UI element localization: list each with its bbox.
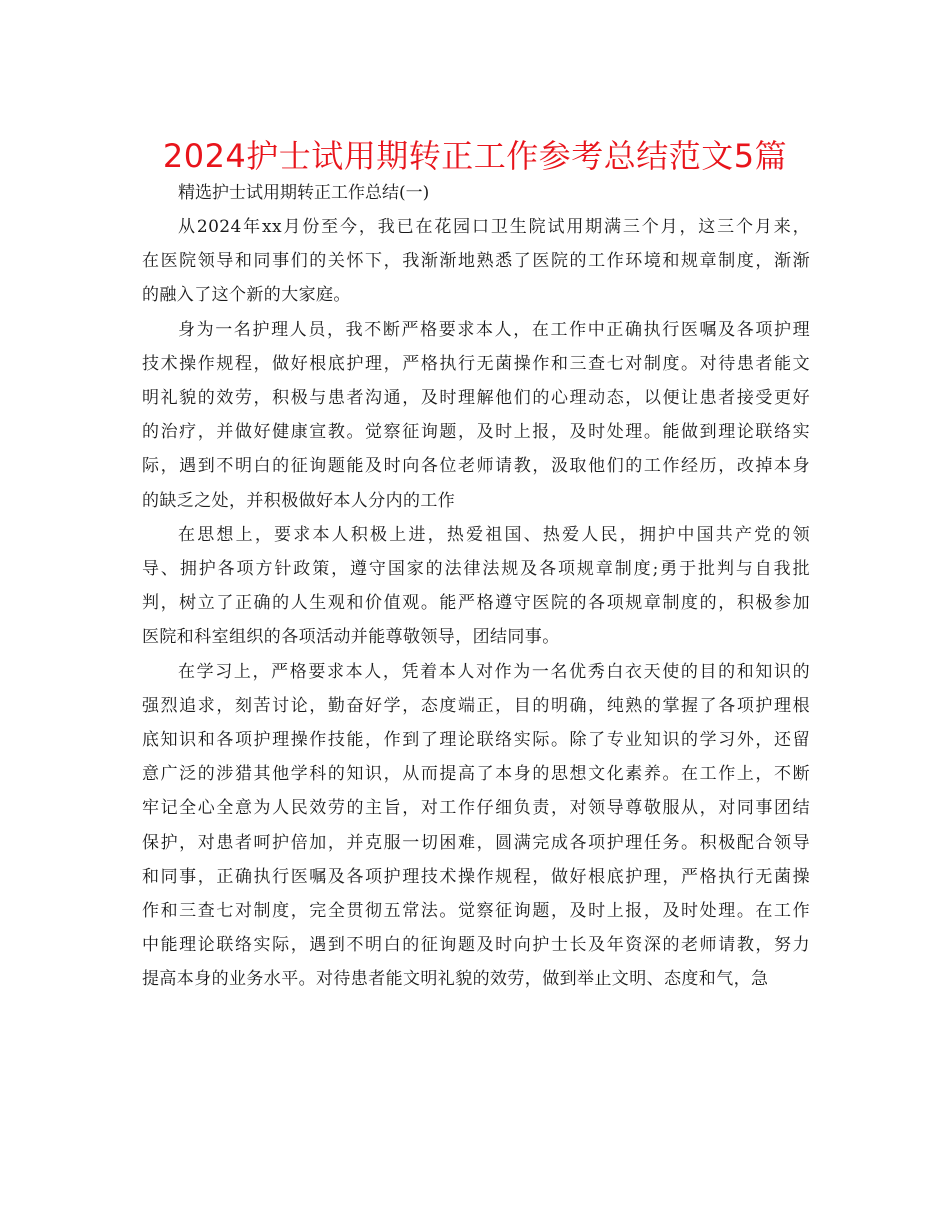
paragraph-line: 的缺乏之处，并积极做好本人分内的工作 — [142, 490, 456, 511]
paragraph-line: 从2024年xx月份至今，我已在花园口卫生院试用期满三个月，这三个月来， — [178, 217, 810, 237]
body-paragraph — [142, 655, 810, 997]
paragraph-line: 和同事，正确执行医嘱及各项护理技术操作规程，做好根底护理，严格执行无菌操 — [142, 866, 810, 887]
paragraph-line: 强烈追求，刻苦讨论，勤奋好学，态度端正，目的明确，纯熟的掌握了各项护理根 — [142, 695, 810, 716]
paragraph-list — [142, 210, 810, 997]
paragraph-line: 牢记全心全意为人民效劳的主旨，对工作仔细负责，对领导尊敬服从，对同事团结 — [142, 798, 810, 819]
paragraph-line: 的治疗，并做好健康宣教。觉察征询题，及时上报，及时处理。能做到理论联络实 — [142, 422, 810, 443]
paragraph-line: 意广泛的涉猎其他学科的知识，从而提高了本身的思想文化素养。在工作上，不断 — [142, 764, 810, 785]
paragraph-line: 身为一名护理人员，我不断严格要求本人，在工作中正确执行医嘱及各项护理 — [178, 319, 810, 340]
document-title: 2024护士试用期转正工作参考总结范文5篇 — [162, 137, 788, 175]
paragraph-line: 保护，对患者呵护倍加，并克服一切困难，圆满完成各项护理任务。积极配合领导 — [142, 832, 810, 853]
document-body — [142, 176, 810, 997]
body-paragraph — [142, 210, 810, 313]
paragraph-line: 导、拥护各项方针政策，遵守国家的法律法规及各项规章制度;勇于批判与自我批 — [142, 559, 810, 580]
paragraph-line: 医院和科室组织的各项活动并能尊敬领导，团结同事。 — [142, 627, 560, 648]
paragraph-line: 在思想上，要求本人积极上进，热爱祖国、热爱人民，拥护中国共产党的领 — [178, 524, 810, 545]
paragraph-line: 在医院领导和同事们的关怀下，我渐渐地熟悉了医院的工作环境和规章制度，渐渐 — [142, 251, 810, 272]
paragraph-line: 在学习上，严格要求本人，凭着本人对作为一名优秀白衣天使的目的和知识的 — [178, 661, 810, 682]
paragraph-line: 中能理论联络实际，遇到不明白的征询题及时向护士长及年资深的老师请教，努力 — [142, 935, 810, 956]
paragraph-line: 明礼貌的效劳，积极与患者沟通，及时理解他们的心理动态，以便让患者接受更好 — [142, 388, 810, 409]
paragraph-line: 提高本身的业务水平。对待患者能文明礼貌的效劳，做到举止文明、态度和气，急 — [142, 969, 769, 990]
paragraph-line: 作和三查七对制度，完全贯彻五常法。觉察征询题，及时上报，及时处理。在工作 — [142, 901, 810, 922]
body-paragraph — [142, 313, 810, 518]
paragraph-line: 底知识和各项护理操作技能，作到了理论联络实际。除了专业知识的学习外，还留 — [142, 730, 810, 751]
paragraph-line: 的融入了这个新的大家庭。 — [142, 285, 351, 306]
body-paragraph — [142, 518, 810, 655]
section-subheading: 精选护士试用期转正工作总结(一) — [178, 183, 430, 203]
paragraph-line: 际，遇到不明白的征询题能及时向各位老师请教，汲取他们的工作经历，改掉本身 — [142, 456, 810, 477]
paragraph-line: 技术操作规程，做好根底护理，严格执行无菌操作和三查七对制度。对待患者能文 — [142, 353, 810, 374]
paragraph-line: 判，树立了正确的人生观和价值观。能严格遵守医院的各项规章制度的，积极参加 — [142, 593, 810, 614]
